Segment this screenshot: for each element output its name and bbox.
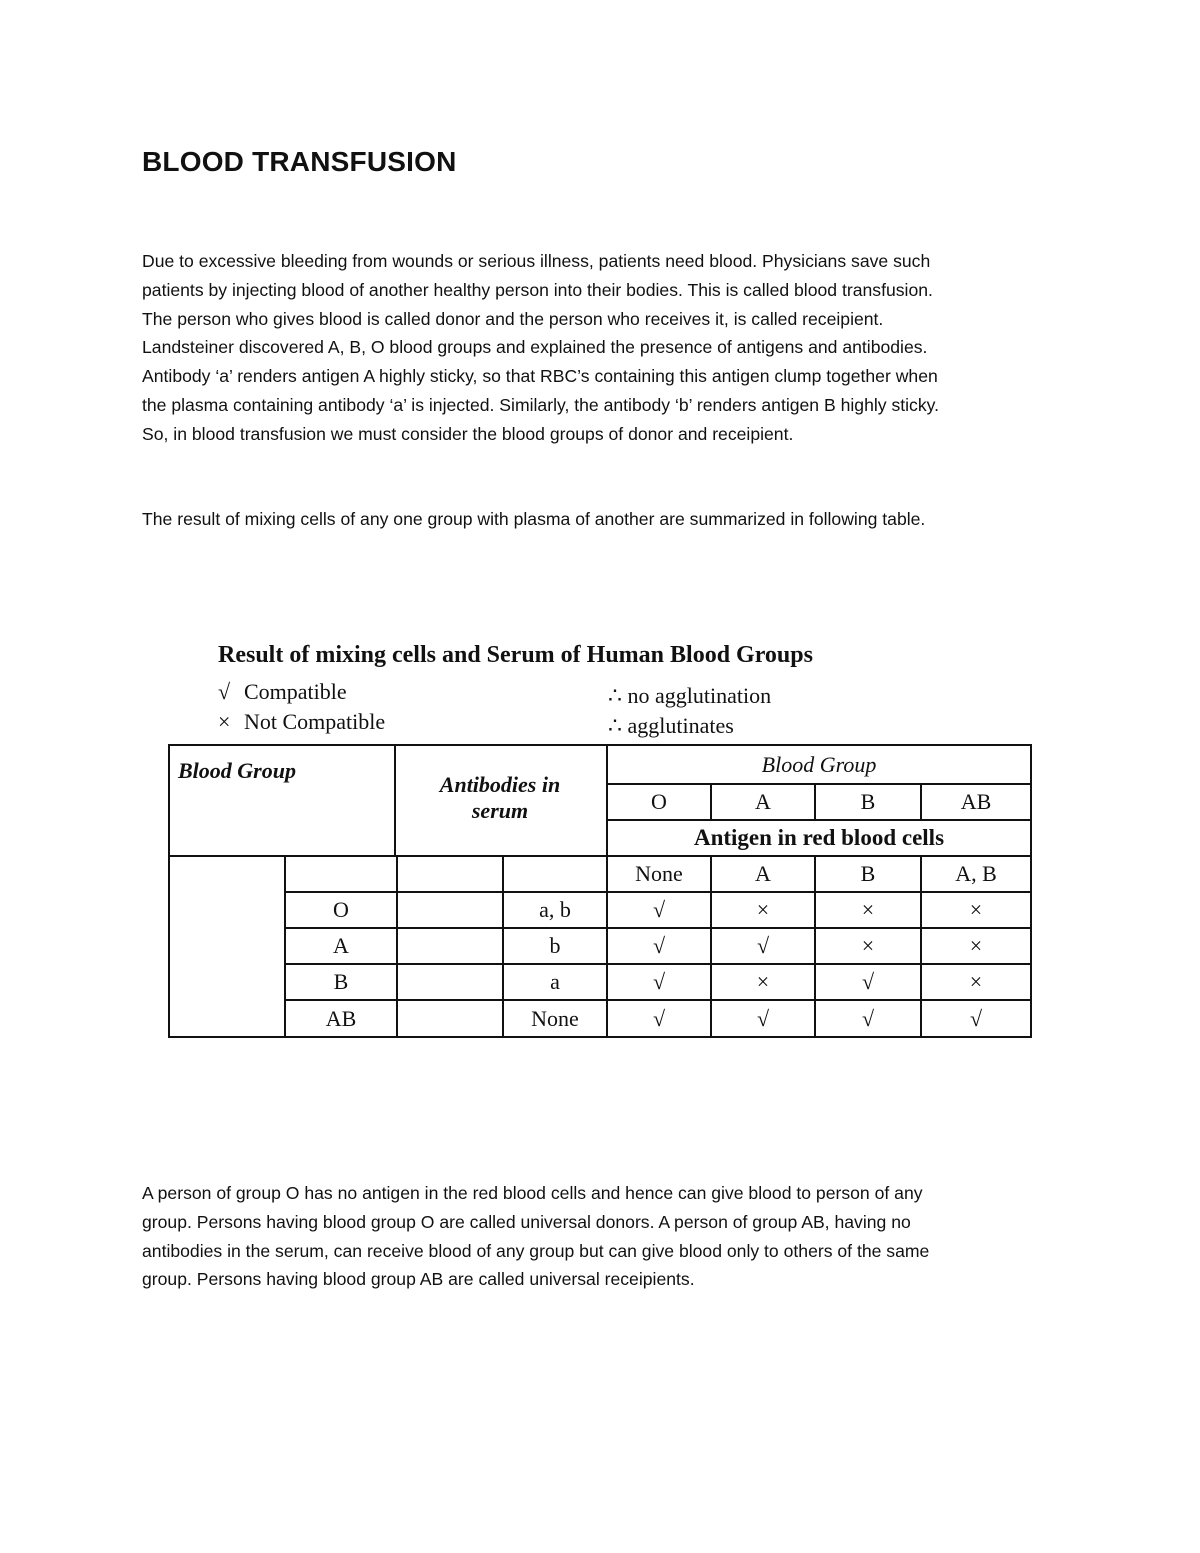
row-antibodies-a: b — [549, 933, 561, 958]
legend-not-compatible-label: Not Compatible — [244, 709, 386, 734]
result-cell: √ — [861, 1005, 875, 1031]
result-cell: × — [969, 897, 983, 922]
donor-group-o: O — [651, 789, 667, 814]
antigen-a: A — [755, 861, 771, 886]
legend-compatible — [218, 679, 347, 705]
intro-line: Due to excessive bleeding from wounds or serious illness, patients need blood. Physicians save such — [142, 251, 931, 271]
document-title: BLOOD TRANSFUSION — [142, 146, 457, 177]
row-antibodies-b: a — [550, 969, 560, 994]
intro-line: Antibody ‘a’ renders antigen A highly sticky, so that RBC’s containing this antigen clump together when — [142, 366, 938, 387]
intro-line: the plasma containing antibody ‘a’ is injected. Similarly, the antibody ‘b’ renders antigen B highly sticky. — [142, 394, 940, 415]
intro-line: Landsteiner discovered A, B, O blood groups and explained the presence of antigens and antibodies. — [142, 337, 928, 358]
result-cell: √ — [652, 933, 666, 958]
summary-lead-line: The result of mixing cells of any one group with plasma of another are summarized in following table. — [142, 509, 926, 529]
summary-lead-paragraph — [142, 505, 1062, 534]
result-cell: √ — [756, 933, 770, 958]
donor-group-ab: AB — [960, 789, 992, 814]
row-antibodies-o: a, b — [539, 897, 571, 922]
intro-line: So, in blood transfusion we must consider the blood groups of donor and receipient. — [142, 423, 794, 444]
antigen-ab: A, B — [955, 861, 997, 886]
blood-group-figure — [168, 636, 1034, 1046]
outro-line: group. Persons having blood group AB are called universal receipients. — [142, 1269, 695, 1290]
row-group-b: B — [333, 969, 349, 994]
donor-group-a: A — [755, 789, 771, 814]
legend-not-compatible — [218, 709, 385, 735]
outro-line: group. Persons having blood group O are called universal donors. A person of group AB, having no — [142, 1211, 911, 1232]
intro-line: The person who gives blood is called donor and the person who receives it, is called receipient. — [142, 308, 884, 329]
table-rule — [1030, 744, 1032, 1038]
result-cell: √ — [652, 969, 666, 994]
result-cell: × — [861, 897, 875, 922]
figure-title: Result of mixing cells and Serum of Human Blood Groups — [218, 642, 813, 668]
intro-line: patients by injecting blood of another healthy person into their bodies. This is called blood transfusion. — [142, 279, 933, 300]
table-rule — [396, 855, 398, 1038]
donor-group-b: B — [860, 789, 876, 814]
outro-line: A person of group O has no antigen in the red blood cells and hence can give blood to person of any — [142, 1183, 923, 1203]
table-rule — [168, 744, 1032, 746]
row-group-ab: AB — [325, 1005, 357, 1031]
result-cell: √ — [652, 897, 666, 922]
result-cell: × — [969, 969, 983, 994]
outro-paragraph — [142, 1179, 1062, 1294]
header-blood-group: Blood Group — [178, 758, 296, 783]
result-cell: × — [756, 969, 770, 994]
cross-icon: × — [218, 709, 231, 734]
result-cell: × — [756, 897, 770, 922]
result-cell: √ — [969, 1005, 983, 1031]
row-group-o: O — [333, 897, 349, 922]
antigen-none: None — [635, 861, 683, 886]
legend-no-agglutination: ∴ no agglutination — [608, 683, 772, 708]
header-donor-blood-group: Blood Group — [761, 752, 877, 777]
legend-compatible-label: Compatible — [244, 679, 347, 704]
result-cell: √ — [756, 1005, 770, 1031]
header-antigen-in-red-blood-cells: Antigen in red blood cells — [693, 825, 945, 850]
result-cell: √ — [652, 1005, 666, 1031]
row-group-a: A — [333, 933, 349, 958]
result-cell: × — [861, 933, 875, 958]
result-cell: √ — [861, 969, 875, 994]
antigen-b: B — [860, 861, 876, 886]
row-antibodies-ab: None — [531, 1005, 579, 1031]
table-rule — [394, 744, 396, 855]
table-rule — [168, 1036, 1032, 1038]
intro-paragraph — [142, 247, 1062, 449]
compatibility-table — [168, 744, 1034, 1044]
outro-line: antibodies in the serum, can receive blood of any group but can give blood only to others of the same — [142, 1240, 930, 1261]
legend-agglutinates: ∴ agglutinates — [608, 713, 734, 738]
table-rule — [168, 744, 170, 1038]
check-icon: √ — [218, 679, 231, 704]
header-antibodies-in-serum: Antibodies in serum — [439, 772, 561, 823]
result-cell: × — [969, 933, 983, 958]
